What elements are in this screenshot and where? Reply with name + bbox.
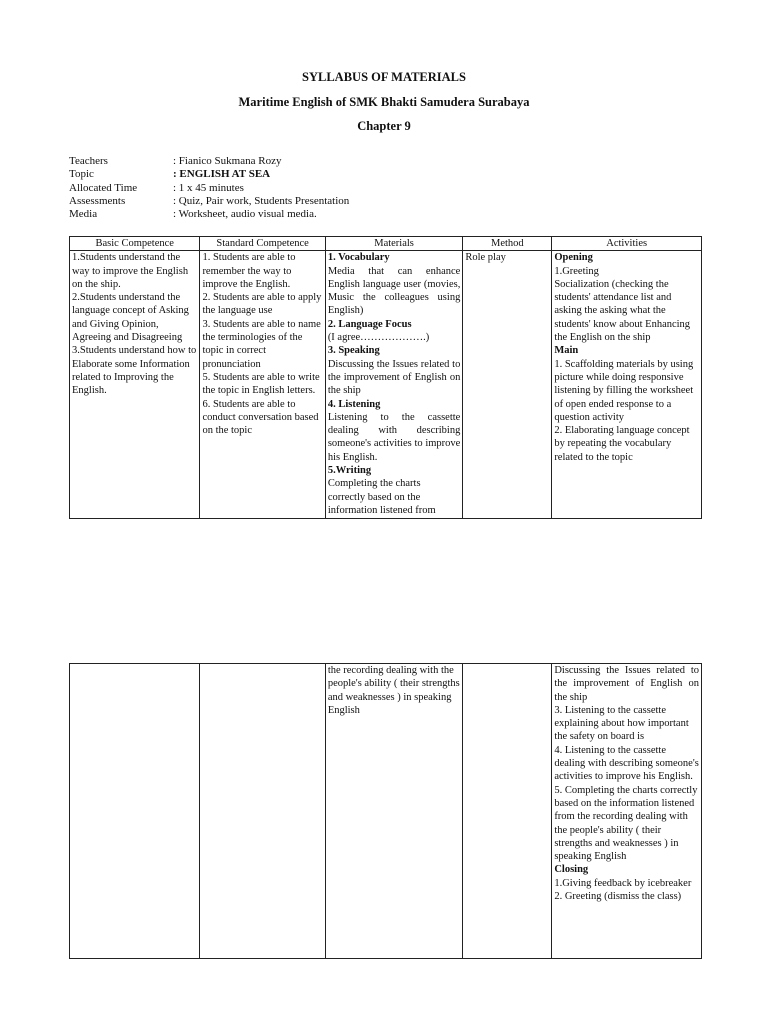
header-materials: Materials (325, 237, 463, 251)
activities-text: Socialization (checking the students' attendance list and asking the asking what the students' know about Enhancing the English on the ship (554, 278, 691, 344)
info-row-assessments (69, 195, 349, 208)
info-value: : Quiz, Pair work, Students Presentation (173, 194, 350, 207)
table-row (70, 664, 702, 959)
activities-heading: Closing (554, 864, 589, 876)
standard-item: 1. Students are able to remember the way to improve the English. (202, 252, 296, 290)
activities-text: 1.Giving feedback by icebreaker (554, 877, 692, 889)
syllabus-table-continued (69, 663, 702, 959)
materials-cell (325, 251, 463, 519)
info-row-media (69, 208, 349, 221)
basic-competence-cell (70, 664, 200, 959)
table-header-row (70, 237, 702, 251)
document-subtitle: Maritime English of SMK Bhakti Samudera Surabaya (238, 95, 530, 109)
info-value: : 1 x 45 minutes (173, 181, 244, 194)
activities-text: 4. Listening to the cassette dealing with describing someone's activities to improve his English. (554, 744, 699, 783)
info-label: Assessments (69, 194, 126, 207)
materials-heading: 3. Speaking (327, 345, 380, 357)
materials-cell: the recording dealing with the people's ability ( their strengths and weaknesses ) in speaking English (325, 664, 463, 959)
standard-item: 6. Students are able to conduct conversation based on the topic (202, 398, 319, 437)
info-value: : ENGLISH AT SEA (173, 168, 271, 181)
method-cell: Role play (463, 251, 552, 519)
standard-item: 2. Students are able to apply the language use (202, 292, 322, 317)
basic-item: 1.Students understand the way to improve the English on the ship. (72, 252, 189, 290)
activities-text: 2. Greeting (dismiss the class) (554, 891, 682, 903)
method-cell (463, 664, 552, 959)
info-label: Teachers (69, 155, 108, 167)
info-label: Media (69, 208, 98, 221)
header-standard-competence: Standard Competence (200, 237, 325, 251)
materials-heading: 1. Vocabulary (327, 252, 390, 264)
info-value: : Fianico Sukmana Rozy (173, 155, 282, 167)
activities-text: 5. Completing the charts correctly based on the information listened from the recording dealing with the people's ability ( their strengths and weaknesses ) in speaking English (554, 784, 698, 863)
chapter-title: Chapter 9 (357, 119, 411, 133)
materials-text: Completing the charts correctly based on the information listened from (327, 478, 436, 516)
info-value: : Worksheet, audio visual media. (173, 208, 317, 221)
materials-heading: 4. Listening (327, 398, 381, 410)
activities-heading: Opening (554, 252, 593, 264)
standard-competence-cell (200, 251, 325, 519)
activities-text: 2. Elaborating language concept by repeating the vocabulary related to the topic (554, 425, 690, 463)
activities-cell (552, 664, 702, 959)
info-label: Topic (69, 168, 94, 181)
document-title: SYLLABUS OF MATERIALS (302, 70, 466, 84)
lesson-info (69, 155, 349, 221)
activities-text: 1.Greeting (554, 265, 599, 277)
basic-item: 2.Students understand the language concept of Asking and Giving Opinion, Agreeing and Disagreeing (72, 292, 189, 344)
header-method: Method (463, 237, 552, 251)
materials-text: Media that can enhance English language user (movies, Music the colleagues using English) (327, 265, 461, 317)
activities-text: Discussing the Issues related to the improvement of English on the ship (554, 665, 699, 703)
activities-cell (552, 251, 702, 519)
header-basic-competence: Basic Competence (70, 237, 200, 251)
header-activities: Activities (552, 237, 702, 251)
materials-text: Listening to the cassette dealing with describing someone's activities to improve his English. (327, 411, 461, 463)
activities-text: 3. Listening to the cassette explaining about how important the safety on board is (554, 704, 689, 743)
info-row-teachers (69, 155, 349, 168)
standard-item: 5. Students are able to write the topic in English letters. (202, 371, 320, 397)
materials-heading: 5.Writing (327, 465, 372, 477)
activities-text: 1. Scaffolding materials by using picture while doing responsive listening by filling the worksheet of open ended response to a question activity (554, 358, 694, 423)
standard-competence-cell (200, 664, 325, 959)
info-label: Allocated Time (69, 181, 138, 194)
syllabus-table (69, 236, 702, 519)
materials-text: (I agree……………….) (327, 332, 430, 344)
basic-item: 3.Students understand how to Elaborate some Information related to Improving the English. (72, 345, 197, 397)
activities-heading: Main (554, 345, 579, 357)
info-row-time (69, 182, 349, 195)
standard-item: 3. Students are able to name the terminologies of the topic in correct pronunciation (202, 318, 321, 370)
basic-competence-cell (70, 251, 200, 519)
info-row-topic (69, 168, 349, 181)
materials-heading: 2. Language Focus (327, 318, 412, 330)
materials-text: Discussing the Issues related to the improvement of English on the ship (327, 358, 461, 397)
table-row (70, 251, 702, 519)
